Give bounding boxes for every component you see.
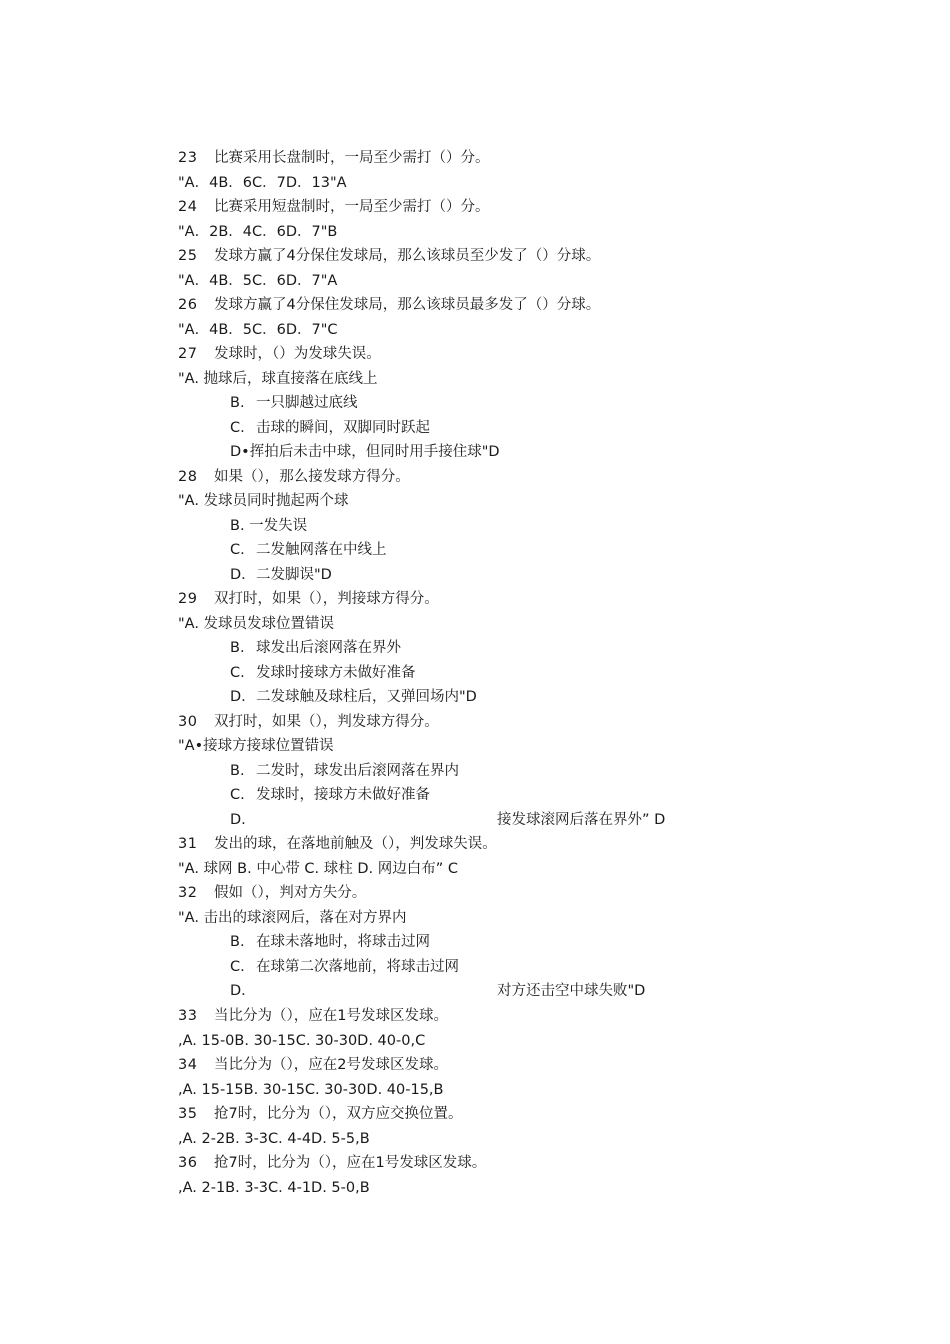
text-line: [0, 489, 950, 513]
text-line: [0, 465, 950, 489]
item-text: 当比分为（），应在1号发球区发球。: [214, 1008, 448, 1024]
text-line: [0, 881, 950, 905]
item-text: 抢7时，比分为（），双方应交换位置。: [214, 1106, 463, 1122]
item-text: 二发触网落在中线上: [256, 542, 387, 558]
item-label: B.: [230, 934, 245, 950]
item-label: C.: [230, 665, 245, 681]
item-text: 击球的瞬间，双脚同时跃起: [256, 420, 430, 436]
text-line: [0, 514, 950, 538]
item-label: D.: [230, 567, 246, 583]
text-line: [0, 808, 950, 832]
text-line: [0, 857, 950, 881]
text-line: [0, 783, 950, 807]
item-label: 26: [178, 297, 198, 313]
item-label: C.: [230, 542, 245, 558]
text-line: [0, 1127, 950, 1151]
text-line: [0, 416, 950, 440]
item-label: 24: [178, 199, 198, 215]
item-label: D.: [230, 983, 246, 999]
item-text: ,A. 2-2B. 3-3C. 4-4D. 5-5,B: [178, 1131, 370, 1147]
item-text: D•挥拍后未击中球，但同时用手接住球"D: [230, 444, 500, 460]
text-line: [0, 220, 950, 244]
text-line: [0, 832, 950, 856]
item-label: C.: [230, 787, 245, 803]
item-text: 发出的球，在落地前触及（），判发球失误。: [214, 836, 497, 852]
text-line: [0, 1029, 950, 1053]
text-line: [0, 1102, 950, 1126]
text-line: [0, 269, 950, 293]
text-line: [0, 734, 950, 758]
text-line: [0, 636, 950, 660]
item-text: 在球第二次落地前，将球击过网: [256, 959, 459, 975]
item-text: "A. 发球员发球位置错误: [178, 616, 335, 632]
text-line: [0, 759, 950, 783]
item-text: "A. 球网 B. 中心带 C. 球柱 D. 网边白布” C: [178, 861, 459, 877]
item-label: D.: [230, 689, 246, 705]
item-label: 31: [178, 836, 198, 852]
item-label: 28: [178, 469, 198, 485]
item-text: 发球方赢了4分保住发球局，那么该球员最多发了（）分球。: [214, 297, 601, 313]
text-line: [0, 318, 950, 342]
text-line: [0, 146, 950, 170]
item-label: 32: [178, 885, 198, 901]
item-label: 33: [178, 1008, 198, 1024]
text-line: [0, 1053, 950, 1077]
item-label: 30: [178, 714, 198, 730]
item-label: 36: [178, 1155, 198, 1171]
item-text: "A. 击出的球滚网后，落在对方界内: [178, 910, 407, 926]
item-label: 34: [178, 1057, 198, 1073]
item-label: C.: [230, 420, 245, 436]
text-line: [0, 710, 950, 734]
item-text: "A．4B．5C．6D．7"C: [178, 322, 338, 338]
text-line: [0, 906, 950, 930]
item-label: B.: [230, 763, 245, 779]
item-label: 25: [178, 248, 198, 264]
item-text: 双打时，如果（），判发球方得分。: [214, 714, 439, 730]
text-line: [0, 195, 950, 219]
item-text: 二发球触及球柱后，又弹回场内"D: [256, 689, 477, 705]
text-line: [0, 1004, 950, 1028]
item-text: 比赛采用长盘制时，一局至少需打（）分。: [214, 150, 490, 166]
item-text: 假如（），判对方失分。: [214, 885, 367, 901]
text-line: [0, 1151, 950, 1175]
item-text: 发球时，（）为发球失误。: [214, 346, 381, 362]
item-text: 对方还击空中球失败"D: [497, 983, 646, 999]
item-text: 发球方赢了4分保住发球局，那么该球员至少发了（）分球。: [214, 248, 601, 264]
text-line: [0, 293, 950, 317]
text-line: [0, 538, 950, 562]
item-text: ,A. 2-1B. 3-3C. 4-1D. 5-0,B: [178, 1180, 370, 1196]
item-text: B. 一发失误: [230, 518, 308, 534]
item-text: 双打时，如果（），判接球方得分。: [214, 591, 439, 607]
text-line: [0, 367, 950, 391]
item-label: B.: [230, 395, 245, 411]
text-line: [0, 661, 950, 685]
text-line: [0, 563, 950, 587]
text-line: [0, 955, 950, 979]
item-text: "A．4B．5C．6D．7"A: [178, 273, 338, 289]
text-line: [0, 1078, 950, 1102]
text-line: [0, 440, 950, 464]
item-text: 比赛采用短盘制时，一局至少需打（）分。: [214, 199, 490, 215]
item-text: 发球时，接球方未做好准备: [256, 787, 430, 803]
text-line: [0, 391, 950, 415]
text-line: [0, 587, 950, 611]
item-label: 27: [178, 346, 198, 362]
item-text: ,A. 15-0B. 30-15C. 30-30D. 40-0,C: [178, 1033, 426, 1049]
item-text: 发球时接球方未做好准备: [256, 665, 416, 681]
item-label: D.: [230, 812, 246, 828]
item-text: 接发球滚网后落在界外” D: [497, 812, 666, 828]
item-text: 一只脚越过底线: [256, 395, 358, 411]
item-label: C.: [230, 959, 245, 975]
text-line: [0, 171, 950, 195]
item-text: "A．4B．6C．7D．13"A: [178, 175, 347, 191]
item-text: "A. 抛球后，球直接落在底线上: [178, 371, 378, 387]
item-label: 23: [178, 150, 198, 166]
item-label: 29: [178, 591, 198, 607]
item-text: 当比分为（），应在2号发球区发球。: [214, 1057, 448, 1073]
item-text: "A. 发球员同时抛起两个球: [178, 493, 349, 509]
item-text: 二发时，球发出后滚网落在界内: [256, 763, 459, 779]
item-text: 球发出后滚网落在界外: [256, 640, 401, 656]
text-line: [0, 979, 950, 1003]
item-text: 如果（），那么接发球方得分。: [214, 469, 410, 485]
item-text: "A．2B．4C．6D．7"B: [178, 224, 338, 240]
item-text: 在球未落地时，将球击过网: [256, 934, 430, 950]
text-line: [0, 1176, 950, 1200]
text-line: [0, 930, 950, 954]
item-label: B.: [230, 640, 245, 656]
text-line: [0, 244, 950, 268]
item-text: ,A. 15-15B. 30-15C. 30-30D. 40-15,B: [178, 1082, 444, 1098]
item-text: 抢7时，比分为（），应在1号发球区发球。: [214, 1155, 487, 1171]
text-line: [0, 342, 950, 366]
item-text: "A•接球方接球位置错误: [178, 738, 334, 754]
item-label: 35: [178, 1106, 198, 1122]
text-line: [0, 685, 950, 709]
item-text: 二发脚误"D: [256, 567, 332, 583]
text-line: [0, 612, 950, 636]
